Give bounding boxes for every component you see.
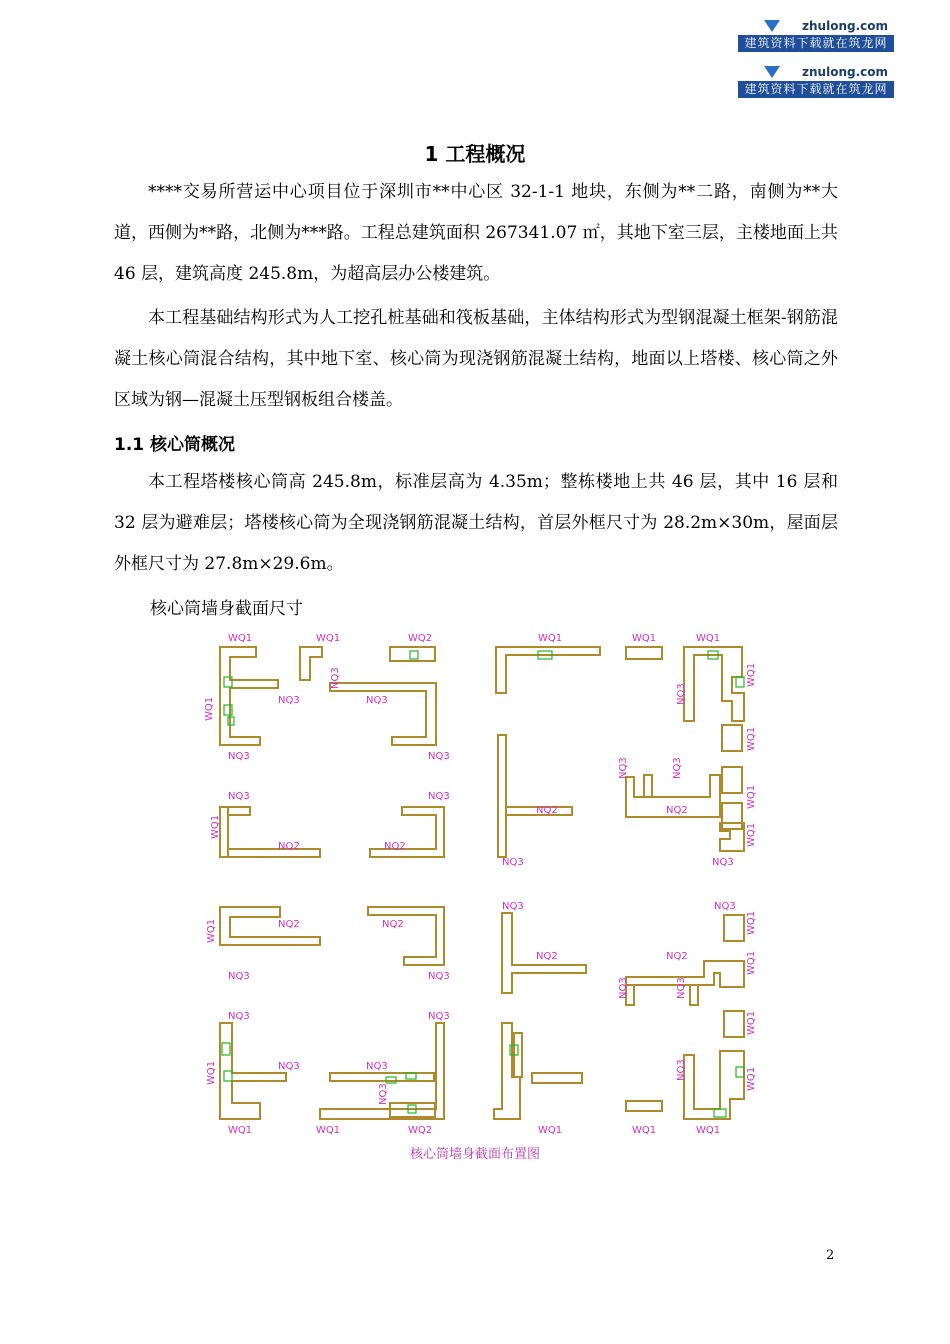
wall-labels	[204, 633, 757, 1136]
wall-marker	[736, 677, 744, 687]
wall-piece	[220, 807, 228, 857]
wall-piece	[220, 807, 320, 857]
wall-piece	[494, 1023, 520, 1119]
wall-label-wq: WQ1	[746, 1066, 757, 1091]
wall-label-wq: WQ1	[746, 784, 757, 809]
wall-label-nq: NQ2	[536, 805, 558, 816]
logo-domain: znulong.com	[802, 65, 888, 79]
wall-label-nq: NQ3	[672, 757, 683, 779]
wall-label-nq: NQ2	[666, 951, 688, 962]
wall-label-nq: NQ3	[428, 751, 450, 762]
wall-label-nq: NQ3	[428, 791, 450, 802]
wall-piece	[626, 1101, 662, 1111]
wall-label-nq: NQ3	[676, 683, 687, 705]
overview-paragraph-2: 本工程基础结构形式为人工挖孔桩基础和筏板基础，主体结构形式为型钢混凝土框架-钢筋混凝土核心筒混合结构，其中地下室、核心筒为现浇钢筋混凝土结构，地面以上塔楼、核心筒之外区域为钢—混凝土压型钢板组合楼盖。	[114, 308, 838, 410]
figure-label: 核心筒墙身截面尺寸	[150, 599, 303, 619]
wall-label-nq: NQ3	[228, 971, 250, 982]
wall-label-nq: NQ2	[382, 919, 404, 930]
wall-label-nq: NQ3	[278, 1061, 300, 1072]
wall-marker	[224, 1071, 232, 1081]
wall-piece	[690, 985, 698, 1005]
wall-label-nq: NQ3	[366, 1061, 388, 1072]
wall-label-wq: WQ1	[204, 696, 215, 721]
wall-label-wq: WQ1	[696, 633, 721, 644]
wall-label-nq: NQ2	[278, 919, 300, 930]
wall-piece	[724, 1011, 744, 1037]
wall-piece	[722, 803, 742, 829]
wall-label-wq: WQ2	[408, 1125, 433, 1136]
wall-piece	[626, 647, 662, 659]
wall-piece	[330, 683, 436, 745]
wall-label-wq: WQ1	[228, 1125, 253, 1136]
wall-label-wq: WQ1	[206, 1060, 217, 1085]
wall-label-nq: NQ3	[428, 971, 450, 982]
wall-label-wq: WQ1	[538, 1125, 563, 1136]
wall-marker	[736, 1067, 744, 1077]
wall-piece	[684, 647, 744, 721]
wall-piece	[496, 647, 600, 693]
figure-caption: 核心筒墙身截面布置图	[409, 1147, 540, 1162]
core-wall-section-diagram	[190, 625, 770, 1140]
page-number: 2	[826, 1248, 835, 1263]
wall-label-nq: NQ3	[228, 751, 250, 762]
wall-piece	[724, 915, 744, 941]
wall-label-nq: NQ2	[666, 805, 688, 816]
download-arrow-icon	[764, 66, 780, 78]
download-arrow-icon	[764, 20, 780, 32]
wall-label-nq: NQ3	[676, 1059, 687, 1081]
wall-piece	[220, 647, 278, 745]
wall-piece	[720, 823, 744, 851]
wall-marker	[714, 1109, 726, 1117]
wall-piece	[644, 775, 652, 797]
wall-piece	[722, 725, 742, 751]
wall-label-wq: WQ1	[746, 662, 757, 687]
wall-label-wq: WQ1	[228, 633, 253, 644]
zhulong-logo-secondary[interactable]	[738, 64, 894, 98]
wall-label-wq: WQ1	[316, 633, 341, 644]
wall-piece	[300, 647, 322, 680]
wall-piece	[370, 807, 444, 857]
wall-label-nq: NQ3	[676, 977, 687, 999]
logo-domain: zhulong.com	[802, 19, 888, 33]
wall-label-wq: WQ1	[746, 726, 757, 751]
wall-label-nq: NQ3	[502, 901, 524, 912]
wall-label-nq: NQ3	[618, 977, 629, 999]
wall-label-nq: NQ3	[428, 1011, 450, 1022]
wall-label-wq: WQ1	[696, 1125, 721, 1136]
wall-label-nq: NQ3	[712, 857, 734, 868]
wall-label-nq: NQ2	[536, 951, 558, 962]
wall-label-wq: WQ1	[210, 814, 221, 839]
zhulong-logo[interactable]	[738, 18, 894, 52]
wall-label-wq: WQ1	[746, 950, 757, 975]
wall-label-wq: WQ1	[206, 918, 217, 943]
logo-slogan: 建筑资料下载就在筑龙网	[738, 35, 894, 52]
wall-label-nq: NQ3	[330, 667, 341, 689]
wall-label-nq: NQ3	[502, 857, 524, 868]
wall-marker	[410, 651, 418, 659]
wall-markers	[222, 651, 744, 1117]
wall-label-nq: NQ3	[228, 791, 250, 802]
wall-piece	[330, 1073, 434, 1081]
wall-outlines	[220, 647, 744, 1119]
wall-piece	[722, 767, 742, 793]
wall-label-wq: WQ1	[746, 822, 757, 847]
wall-label-wq: WQ1	[538, 633, 563, 644]
core-tube-paragraph: 本工程塔楼核心筒高 245.8m，标准层高为 4.35m；整栋楼地上共 46 层，其中 16 层和 32 层为避难层；塔楼核心筒为全现浇钢筋混凝土结构，首层外框尺寸为 28.2m×30m，屋面层外框尺寸为 27.8m×29.6m。	[114, 472, 838, 574]
wall-piece	[532, 1073, 582, 1083]
wall-piece	[220, 907, 320, 945]
wall-label-nq: NQ2	[384, 841, 406, 852]
wall-label-nq: NQ3	[378, 1083, 389, 1105]
wall-label-wq: WQ1	[746, 1010, 757, 1035]
wall-label-nq: NQ3	[366, 695, 388, 706]
wall-label-wq: WQ1	[632, 1125, 657, 1136]
wall-label-nq: NQ3	[228, 1011, 250, 1022]
wall-label-nq: NQ3	[714, 901, 736, 912]
wall-label-wq: WQ1	[632, 633, 657, 644]
wall-label-nq: NQ2	[278, 841, 300, 852]
wall-label-wq: WQ1	[746, 910, 757, 935]
section-title: 1 工程概况	[424, 142, 526, 166]
logo-slogan: 建筑资料下载就在筑龙网	[738, 81, 894, 98]
wall-label-wq: WQ1	[316, 1125, 341, 1136]
wall-piece	[498, 735, 572, 857]
wall-marker	[222, 1043, 230, 1055]
wall-label-nq: NQ3	[618, 757, 629, 779]
wall-label-wq: WQ2	[408, 633, 433, 644]
subsection-title: 1.1 核心筒概况	[114, 435, 236, 455]
wall-piece	[368, 907, 444, 965]
overview-paragraph-1: ****交易所营运中心项目位于深圳市**中心区 32-1-1 地块，东侧为**二路，南侧为**大道，西侧为**路，北侧为***路。工程总建筑面积 267341.07 ㎡，其地下室三层，主楼地面上共 46 层，建筑高度 245.8m，为超高层办公楼建筑。	[114, 182, 838, 284]
wall-label-nq: NQ3	[278, 695, 300, 706]
